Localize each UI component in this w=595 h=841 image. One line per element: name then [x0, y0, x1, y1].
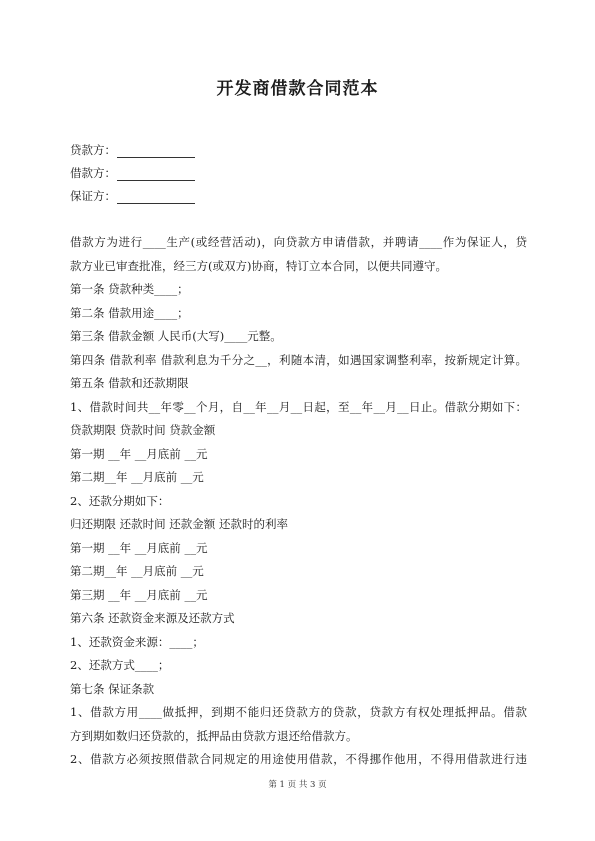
party-label: 贷款方：	[70, 143, 116, 157]
paragraph-line: 借款方为进行____生产(或经营活动)，向贷款方申请借款，并聘请____作为保证人，贷	[70, 235, 527, 249]
paragraph-line: 第七条 保证条款	[70, 681, 155, 696]
party-label: 借款方：	[70, 166, 116, 180]
fill-blank	[117, 145, 195, 158]
contract-body	[70, 231, 527, 772]
paragraph-line: 1、借款时间共__年零__个月，自__年__月__日起，至__年__月__日止。借款分期如下：	[70, 399, 527, 414]
party-lender	[70, 142, 195, 158]
page-footer: 第 1 页 共 3 页	[268, 780, 327, 790]
party-label: 保证方：	[70, 189, 116, 203]
party-guarantor	[70, 188, 195, 204]
paragraph-line: 2、还款分期如下：	[70, 493, 170, 508]
paragraph-line: 归还期限 还款时间 还款金额 还款时的利率	[70, 517, 288, 531]
paragraph-line: 第一期 __年 __月底前 __元	[70, 540, 208, 555]
paragraph-line: 2、还款方式____；	[70, 658, 170, 672]
page-title: 开发商借款合同范本	[216, 79, 379, 99]
fill-blank	[117, 168, 195, 181]
paragraph-line: 2、借款方必须按照借款合同规定的用途使用借款，不得挪作他用，不得用借款进行违	[70, 752, 527, 766]
paragraph-line: 第二条 借款用途____；	[70, 305, 189, 320]
paragraph-line: 1、还款资金来源：____；	[70, 634, 204, 649]
paragraph-line: 第五条 借款和还款期限	[70, 376, 189, 390]
paragraph-line: 款方业已审查批准，经三方(或双方)协商，特订立本合同，以便共同遵守。	[70, 258, 447, 273]
party-borrower	[70, 165, 195, 181]
fill-blank	[117, 191, 195, 204]
paragraph-line: 方到期如数归还贷款的，抵押品由贷款方退还给借款方。	[70, 728, 358, 743]
paragraph-line: 第三条 借款金额 人民币(大写)____元整。	[70, 329, 282, 343]
paragraph-line: 第六条 还款资金来源及还款方式	[70, 611, 235, 625]
paragraph-line: 第三期 __年 __月底前 __元	[70, 587, 208, 602]
paragraph-line: 第二期__年 __月底前 __元	[70, 470, 204, 484]
paragraph-line: 第二期__年 __月底前 __元	[70, 564, 204, 578]
paragraph-line: 1、借款方用____做抵押，到期不能归还贷款方的贷款，贷款方有权处理抵押品。借款	[70, 705, 527, 719]
paragraph-line: 第一期 __年 __月底前 __元	[70, 446, 208, 461]
paragraph-line: 第四条 借款利率 借款利息为千分之__，利随本清，如遇国家调整利率，按新规定计算。	[70, 352, 527, 367]
paragraph-line: 第一条 贷款种类____；	[70, 282, 189, 296]
paragraph-line: 贷款期限 贷款时间 贷款金额	[70, 423, 216, 437]
